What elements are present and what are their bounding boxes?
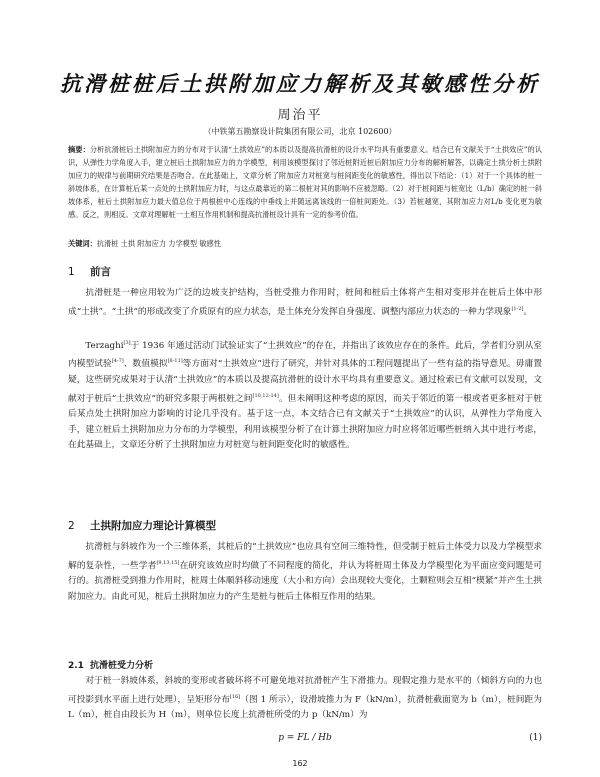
section-title: 前言: [90, 266, 111, 278]
paragraph-text: 。但未阐明这种考虑的原因，而关于邻近的第一根或者更多桩对于桩后某点处土拱附加应力影响的讨论几乎没有。基于这一点，本文结合已有文献关于“土拱效应”的认识，从弹性力学角度入手，建立桩后土拱附加应力分布的力学模型，利用该模型分析了在计算土拱附加应力时应将邻近哪些桩纳入其中进行考虑，在此基础上，文章还分析了土拱附加应力对桩宽与桩间距变化时的敏感性。: [68, 393, 543, 451]
citation: [9,13,15]: [156, 559, 180, 566]
section-number: 2: [68, 520, 75, 532]
paragraph-text: 抗滑桩与斜坡作为一个三维体系，其桩后的“土拱效应”也应具有空间三维特性，但受制于桩后土体受力以及力学模型求解的复杂性，一些学者: [68, 542, 542, 571]
paragraph-text: 对于桩一斜坡体系，斜坡的变形或者破坏将不可避免地对抗滑桩产生下滑推力。现假定推力是水平的（倾斜方向的力也可投影到水平面上进行处理），呈矩形分布: [68, 676, 542, 705]
affiliation: （中铁第五勘察设计院集团有限公司，北京 102600）: [203, 127, 397, 136]
citation: [8-11]: [167, 358, 183, 365]
section-number: 1: [68, 266, 75, 278]
paragraph-text: 等方面对“土拱效应”进行了研究，并针对具体的工程问题提出了一些有益的指导意见。毋庸置疑，这些研究成果对于认清“土拱效应”的本质以及提高抗滑桩的设计水平均具有重要意义。通过检索已有文献可以发现，文献对于桩后“土拱效应”的研究多限于两根桩之间: [68, 359, 543, 404]
equation: [68, 733, 542, 747]
paragraph: [68, 286, 542, 320]
subsection-title: 抗滑桩受力分析: [90, 661, 154, 671]
citation: [10,12-14]: [252, 392, 279, 399]
paragraph-text: 在研究该效应时均做了不同程度的简化，并认为将桩周土体及力学模型化为平面应变问题是可行的。抗滑桩受到推力作用时，桩周土体顺斜移动速度（大小和方向）会出现较大变化，土颗粒则会互相“楔紧”并产生土拱附加应力。由此可见，桩后土拱附加应力的产生是桩与桩后土体相互作用的结果。: [68, 560, 543, 602]
citation: [16]: [229, 693, 241, 700]
keywords-text: 抗滑桩 土拱 附加应力 力学模型 敏感性: [96, 239, 221, 248]
subsection-heading: [68, 658, 153, 671]
section-heading-1: [68, 264, 111, 279]
abstract-label: 摘要：: [68, 145, 90, 154]
section-heading-2: [68, 518, 216, 533]
citation: [1-2]: [511, 305, 524, 312]
paragraph-text: 抗滑桩是一种应用较为广泛的边坡支护结构，当桩受推力作用时，桩间和桩后土体将产生相对变形并在桩后土体中形成“土拱”。“土拱”的形成改变了介质原有的应力状态，是土体充分发挥自身强度、调整内部应力状态的一种力学现象: [68, 288, 542, 317]
equation-number: (1): [529, 733, 542, 743]
paragraph-text: Terzaghi: [85, 340, 124, 351]
paragraph: [68, 336, 542, 454]
keywords-label: 关键词：: [68, 239, 97, 248]
citation: [4-7]: [111, 358, 124, 365]
paragraph-text: 、数值模拟: [123, 359, 168, 370]
paragraph: [68, 540, 542, 605]
author-name: 周治平: [277, 108, 323, 123]
subsection-number: 2.1: [68, 661, 84, 671]
section-title: 土拱附加应力理论计算模型: [90, 520, 216, 532]
paragraph-text: 于 1936 年通过活动门试验证实了“土拱效应”的存在，并指出了该效应存在的条件。此后，学者们分别从室内模型试验: [68, 340, 542, 370]
citation: [3]: [123, 340, 131, 346]
abstract-text: 分析抗滑桩后土拱附加应力的分布对于认清“土拱效应”的本质以及提高抗滑桩的设计水平均具有重要意义。结合已有文献关于“土拱效应”的认识，从弹性力学角度入手，建立桩后土拱附加应力的力学模型，利用该模型探讨了邻近桩附近桩后附加应力分布的解析解答，以确定土拱分析土拱附加应力的规律与前期研究结果是否吻合。在此基础上，文章分析了附加应力对桩宽与桩间距变化的敏感性，得出以下结论：（1）对于一个具体的桩一斜坡体系，在计算桩后某一点处的土拱附加应力时，与这点最靠近的第二根桩对其的影响不应被忽略。（2）对于桩间距与桩宽比（L/b）确定的桩一斜坡体系，桩后土拱附加应力最大值总位于两根桩中心连线的中垂线上并随远离该线的一倍桩间距处。（3）若桩越宽，其附加应力对L/b 变化更为敏感。反之，则相反。文章对理解桩一土相互作用机制和提高抗滑桩设计具有一定的参考价值。: [68, 145, 542, 220]
page-number: 162: [292, 759, 308, 768]
abstract: [68, 143, 542, 222]
equation-formula: p = FL / Hb: [278, 733, 332, 743]
paragraph-text: （图 1 所示），设滑坡推力为 F（kN/m），抗滑桩截面宽为 b（m），桩间距为 L（m），桩自由段长为 H（m），则单位长度上抗滑桩所受的力 p（kN/m）为: [68, 694, 542, 721]
paper-title: 抗滑桩桩后土拱附加应力解析及其敏感性分析: [60, 72, 540, 96]
paragraph: [68, 674, 542, 724]
paragraph-text: 。: [523, 306, 533, 317]
keywords: [68, 238, 542, 250]
